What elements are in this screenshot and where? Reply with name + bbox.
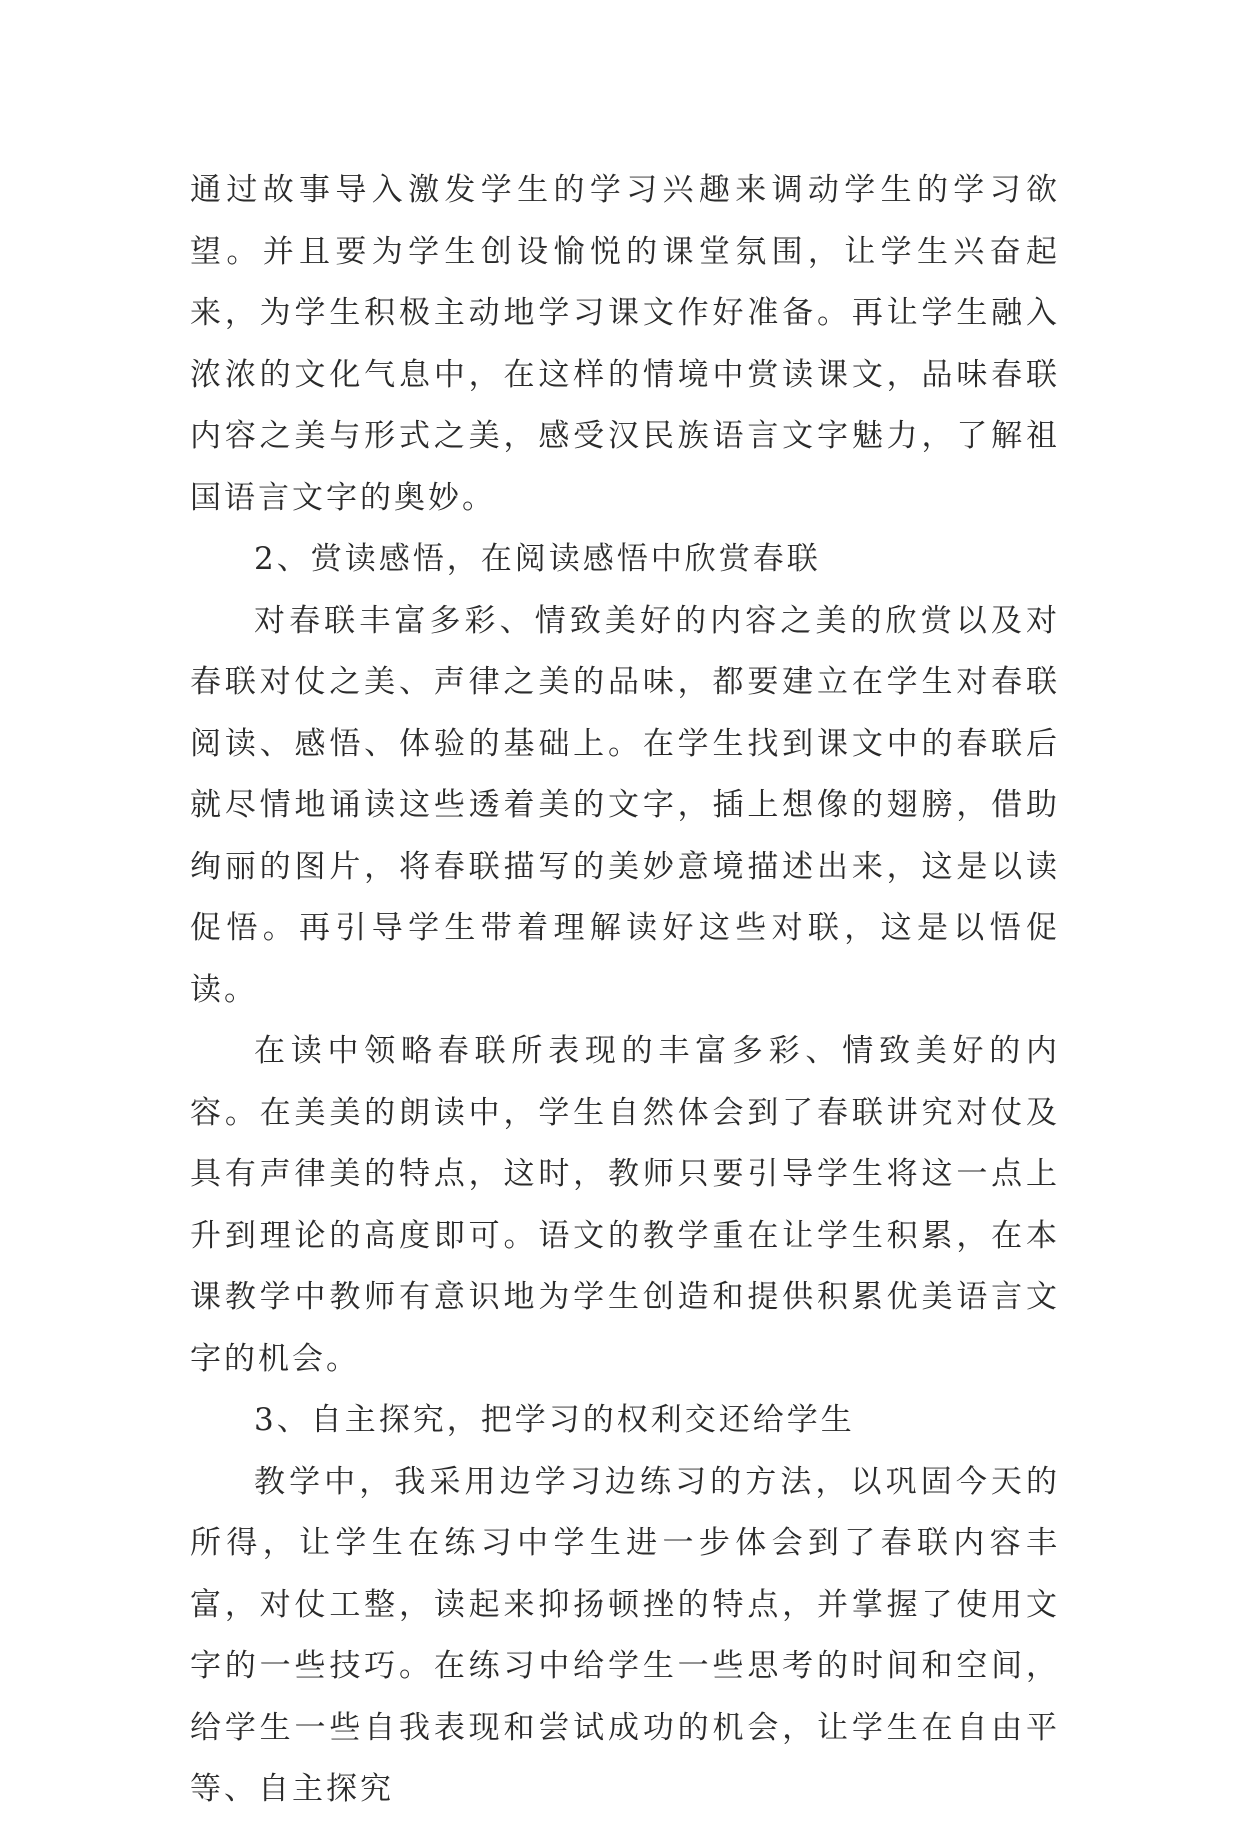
paragraph-exploration: 教学中，我采用边学习边练习的方法，以巩固今天的所得，让学生在练习中学生进一步体会到了春联内容丰富，对仗工整，读起来抑扬顿挫的特点，并掌握了使用文字的一些技巧。在练习中给学生一些思考的时间和空间，给学生一些自我表现和尝试成功的机会，让学生在自由平等、自主探究	[190, 1463, 1060, 1807]
paragraph-appreciation: 对春联丰富多彩、情致美好的内容之美的欣赏以及对春联对仗之美、声律之美的品味，都要建立在学生对春联阅读、感悟、体验的基础上。在学生找到课文中的春联后就尽情地诵读这些透着美的文字，插上想像的翅膀，借助绚丽的图片，将春联描写的美妙意境描述出来，这是以读促悟。再引导学生带着理解读好这些对联，这是以悟促读。	[190, 602, 1060, 1008]
section-heading-3: 3、自主探究，把学习的权利交还给学生	[254, 1402, 855, 1438]
paragraph-story-intro: 通过故事导入激发学生的学习兴趣来调动学生的学习欲望。并且要为学生创设愉悦的课堂氛围，让学生兴奋起来，为学生积极主动地学习课文作好准备。再让学生融入浓浓的文化气息中，在这样的情境中赏读课文，品味春联内容之美与形式之美，感受汉民族语言文字魅力，了解祖国语言文字的奥妙。	[190, 172, 1060, 516]
section-heading-2: 2、赏读感悟，在阅读感悟中欣赏春联	[254, 541, 821, 577]
body-text	[190, 160, 1060, 1821]
paragraph-reading: 在读中领略春联所表现的丰富多彩、情致美好的内容。在美美的朗读中，学生自然体会到了春联讲究对仗及具有声律美的特点，这时，教师只要引导学生将这一点上升到理论的高度即可。语文的教学重在让学生积累，在本课教学中教师有意识地为学生创造和提供积累优美语言文字的机会。	[190, 1033, 1060, 1377]
